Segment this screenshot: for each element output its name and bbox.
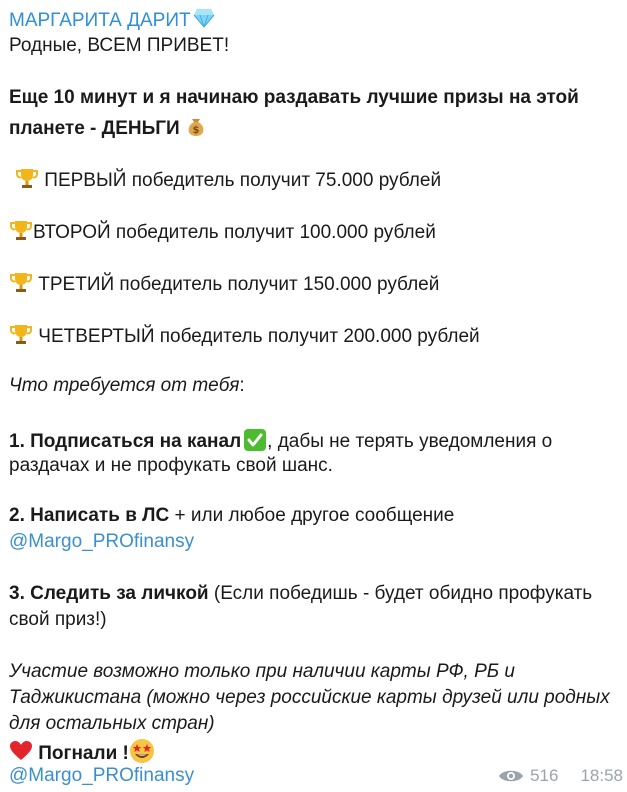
message-meta (498, 766, 623, 786)
prize-row-1 (9, 166, 441, 193)
prize-place: ВТОРОЙ (33, 222, 111, 243)
step3-line1 (9, 582, 592, 606)
star-struck-icon (129, 738, 155, 764)
step1-line1 (9, 428, 552, 454)
handle-link[interactable]: @Margo_PROfinansy (9, 531, 195, 552)
note-line2: Таджикистана (можно через российские карты друзей или родных (9, 687, 610, 708)
trophy-icon (9, 218, 33, 242)
prize-text: победитель получит 200.000 рублей (154, 326, 480, 347)
note-line1: Участие возможно только при наличии карты РФ, РБ и (9, 661, 515, 682)
prize-place: ПЕРВЫЙ (44, 170, 127, 191)
sender-name[interactable]: МАРГАРИТА ДАРИТ (9, 10, 191, 31)
step3-rest: (Если победишь - будет обидно профукать (208, 583, 593, 604)
greeting: Родные, ВСЕМ ПРИВЕТ! (9, 35, 230, 56)
prize-text: победитель получит 100.000 рублей (110, 222, 436, 243)
headline-line1: Еще 10 минут и я начинаю раздавать лучшие призы на этой (9, 87, 579, 108)
svg-text:$: $ (192, 125, 200, 136)
eye-icon (498, 767, 524, 785)
handle-link-bottom[interactable]: @Margo_PROfinansy (9, 765, 195, 786)
requirements-intro-text: Что требуется от тебя (9, 375, 240, 396)
prize-place: ТРЕТИЙ (38, 274, 115, 295)
note-line3: для остальных стран) (9, 713, 215, 734)
step3-line2: свой приз!) (9, 609, 107, 630)
step2-title: 2. Написать в ЛС (9, 505, 170, 526)
step1-rest: , дабы не терять уведомления о (267, 431, 553, 452)
prize-row-4 (9, 322, 480, 349)
headline-text: планете - ДЕНЬГИ (9, 118, 180, 139)
requirements-intro (9, 374, 245, 398)
step1-line2: раздачах и не профукать свой шанс. (9, 455, 333, 476)
view-count: 516 (530, 766, 559, 785)
sender-row (9, 8, 215, 33)
step1-title: 1. Подписаться на канал (9, 431, 242, 452)
trophy-icon (9, 270, 33, 294)
trophy-icon (15, 166, 39, 190)
step2-line1 (9, 504, 454, 528)
diamond-icon (193, 8, 215, 28)
prize-place: ЧЕТВЕРТЫЙ (38, 326, 155, 347)
step3-title: 3. Следить за личкой (9, 583, 209, 604)
prize-text: победитель получит 75.000 рублей (126, 170, 442, 191)
cta-row (9, 738, 155, 766)
trophy-icon (9, 322, 33, 346)
prize-row-3 (9, 270, 439, 297)
cta-text: Погнали ! (33, 743, 129, 764)
checkmark-icon (243, 428, 267, 452)
prize-text: победитель получит 150.000 рублей (114, 274, 440, 295)
headline-line2 (9, 114, 208, 141)
message-time: 18:58 (580, 766, 623, 785)
prize-row-2 (9, 218, 436, 245)
money-bag-icon (184, 114, 208, 138)
requirements-colon: : (239, 375, 245, 396)
heart-icon (9, 739, 33, 763)
step2-rest: + или любое другое сообщение (169, 505, 455, 526)
